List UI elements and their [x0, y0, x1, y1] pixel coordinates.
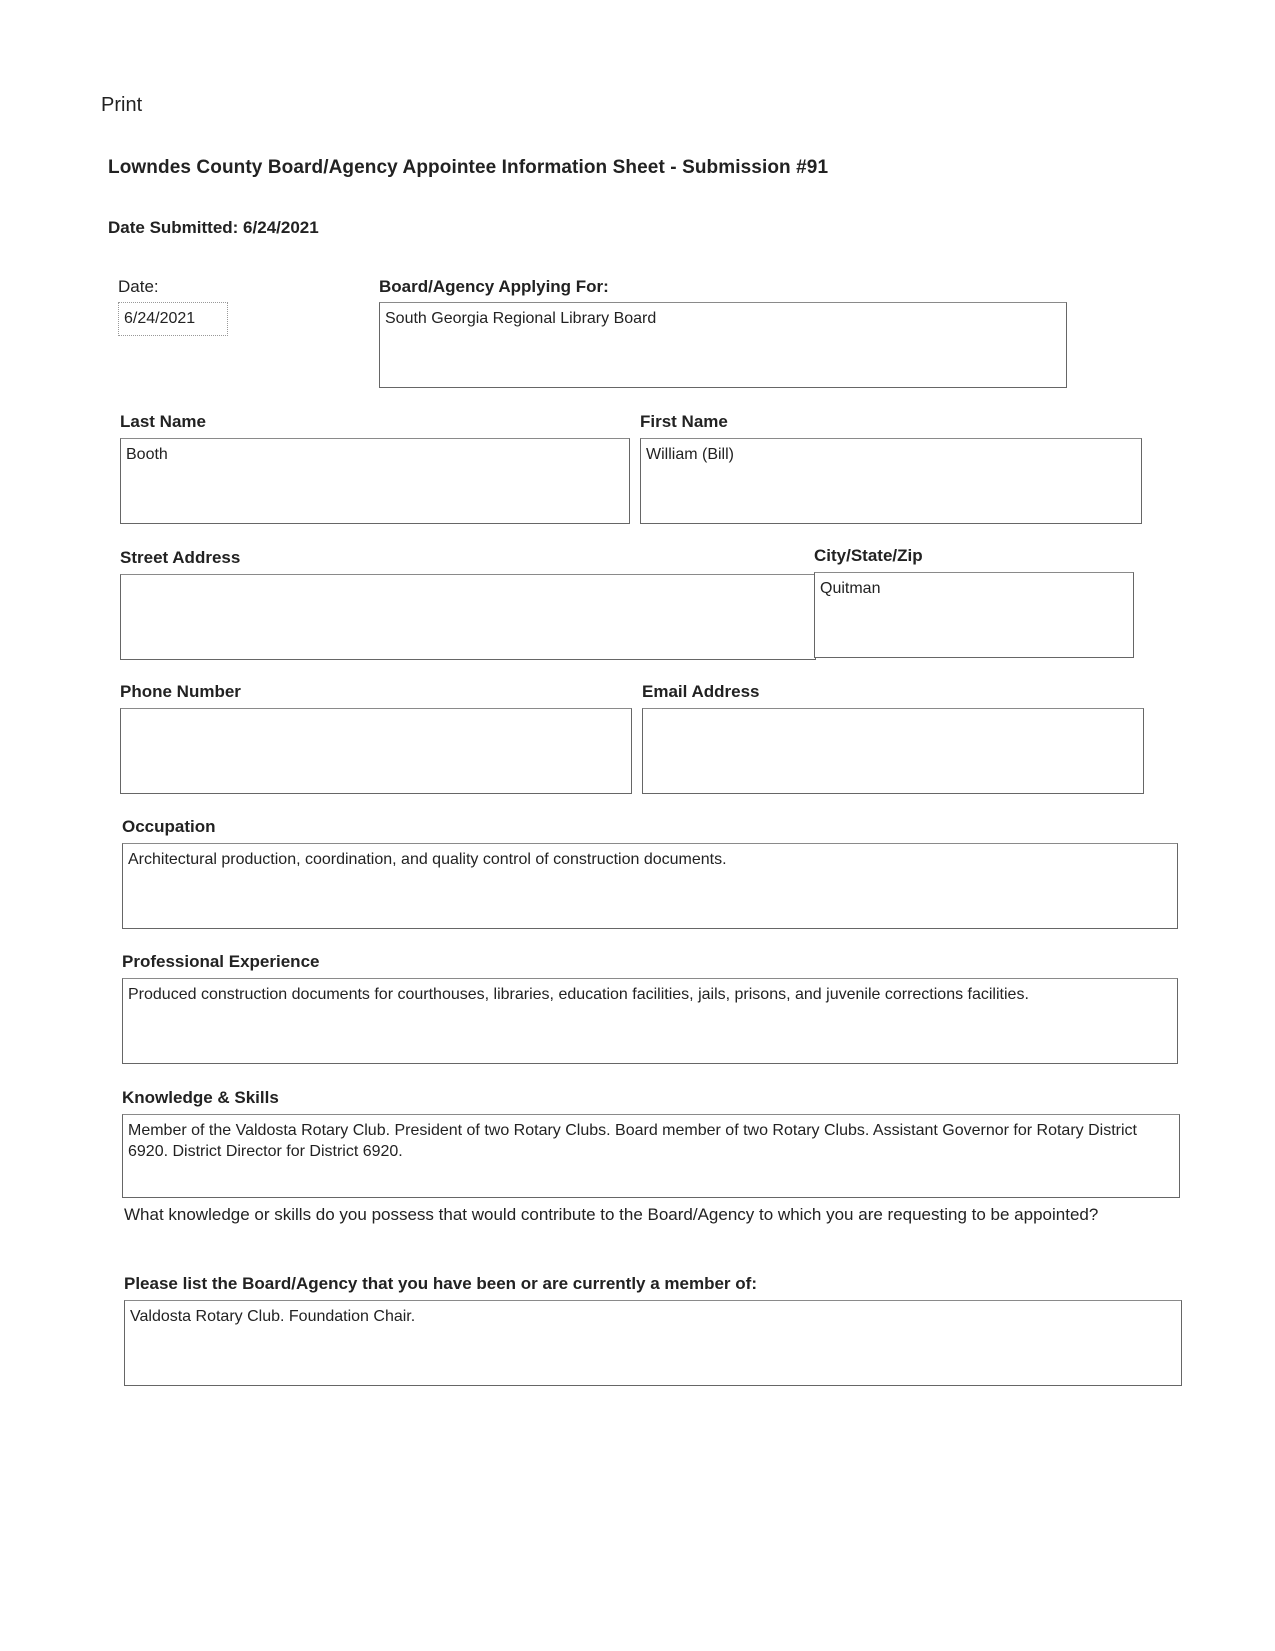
knowledge-skills-help-text: What knowledge or skills do you possess that would contribute to the Board/Agency to which you are requesting to be appointed? [124, 1205, 1099, 1224]
occupation-label: Occupation [122, 817, 216, 836]
knowledge-skills-label: Knowledge & Skills [122, 1088, 279, 1107]
date-label: Date: [118, 277, 159, 296]
date-submitted: Date Submitted: 6/24/2021 [108, 218, 319, 237]
city-state-zip-field[interactable]: Quitman [814, 572, 1134, 658]
board-agency-field[interactable]: South Georgia Regional Library Board [379, 302, 1067, 388]
print-link[interactable]: Print [101, 94, 143, 116]
form-title: Lowndes County Board/Agency Appointee Information Sheet - Submission #91 [108, 157, 829, 178]
first-name-label: First Name [640, 412, 728, 431]
professional-experience-label: Professional Experience [122, 952, 320, 971]
professional-experience-field[interactable]: Produced construction documents for courthouses, libraries, education facilities, jails, prisons, and juvenile corrections facilities. [122, 978, 1178, 1064]
member-of-field[interactable]: Valdosta Rotary Club. Foundation Chair. [124, 1300, 1182, 1386]
date-field[interactable]: 6/24/2021 [118, 302, 228, 336]
last-name-field[interactable]: Booth [120, 438, 630, 524]
street-address-field[interactable] [120, 574, 816, 660]
board-agency-label: Board/Agency Applying For: [379, 277, 609, 296]
member-of-label: Please list the Board/Agency that you have been or are currently a member of: [124, 1274, 757, 1293]
last-name-label: Last Name [120, 412, 206, 431]
knowledge-skills-field[interactable]: Member of the Valdosta Rotary Club. President of two Rotary Clubs. Board member of two Rotary Clubs. Assistant Governor for Rotary District 6920. District Director for District 6920. [122, 1114, 1180, 1198]
occupation-field[interactable]: Architectural production, coordination, and quality control of construction documents. [122, 843, 1178, 929]
phone-number-label: Phone Number [120, 682, 241, 701]
city-state-zip-label: City/State/Zip [814, 546, 923, 565]
first-name-field[interactable]: William (Bill) [640, 438, 1142, 524]
email-address-field[interactable] [642, 708, 1144, 794]
street-address-label: Street Address [120, 548, 241, 567]
email-address-label: Email Address [642, 682, 760, 701]
phone-number-field[interactable] [120, 708, 632, 794]
